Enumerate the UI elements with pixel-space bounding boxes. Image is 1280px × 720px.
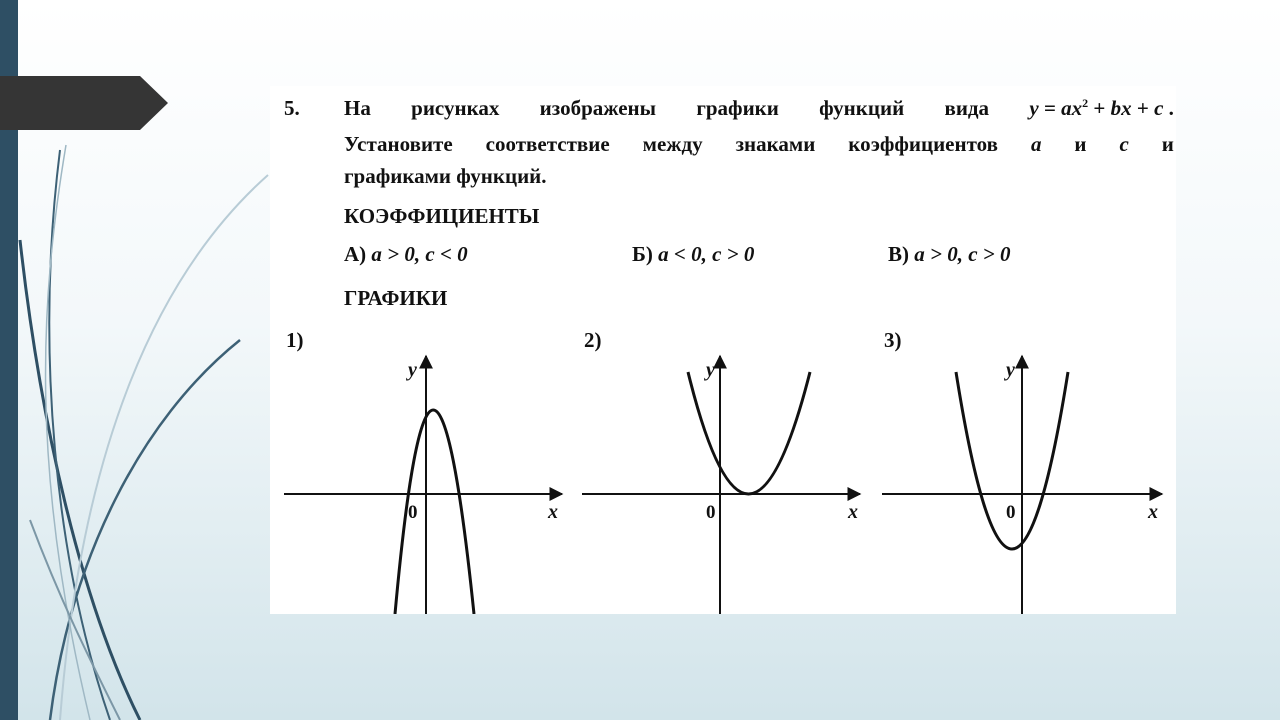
- word: рисунках: [411, 96, 500, 120]
- graphs-area: [270, 86, 1176, 614]
- origin-label: 0: [408, 502, 418, 523]
- formula-b: b: [1110, 96, 1122, 120]
- option-letter: А): [344, 242, 367, 266]
- word: и: [1161, 132, 1174, 156]
- word: a: [1030, 132, 1042, 156]
- formula-x: x: [1121, 96, 1132, 120]
- graphs-heading: ГРАФИКИ: [344, 286, 448, 310]
- x-axis-label: x: [548, 501, 558, 523]
- word: знаками: [735, 132, 816, 156]
- graph-label-3: 3): [884, 328, 902, 352]
- formula-x: x: [1071, 96, 1083, 120]
- word: c: [1119, 132, 1129, 156]
- parabola-curve: [395, 410, 474, 614]
- x-axis-label: x: [1148, 501, 1158, 523]
- word: Установите: [344, 132, 453, 156]
- formula-plus: +: [1088, 96, 1111, 120]
- coefficients-heading: КОЭФФИЦИЕНТЫ: [344, 204, 540, 228]
- formula-exponent: 2: [1082, 96, 1089, 110]
- graph-3: [882, 356, 1162, 614]
- option-condition: a < 0, c > 0: [658, 242, 755, 266]
- origin-label: 0: [1006, 502, 1016, 523]
- graph-label-2: 2): [584, 328, 602, 352]
- y-axis-label: y: [1006, 359, 1015, 381]
- option-condition: a > 0, c > 0: [914, 242, 1011, 266]
- problem-line-3: графиками функций.: [344, 164, 547, 188]
- y-axis-label: y: [408, 359, 417, 381]
- word: и: [1074, 132, 1087, 156]
- option-letter: В): [888, 242, 909, 266]
- graph-2: [582, 356, 860, 614]
- word: На: [344, 96, 371, 120]
- graph-1: [284, 356, 562, 614]
- title-tab: [0, 76, 170, 130]
- formula-a: a: [1061, 96, 1072, 120]
- y-axis-label: y: [706, 359, 715, 381]
- option-letter: Б): [632, 242, 653, 266]
- word: графики: [696, 96, 779, 120]
- formula-c: c: [1154, 96, 1164, 120]
- word: изображены: [539, 96, 657, 120]
- formula-eq: =: [1038, 96, 1062, 120]
- formula-plus: +: [1131, 96, 1155, 120]
- parabola-curve: [688, 372, 810, 494]
- x-axis-label: x: [848, 501, 858, 523]
- word: между: [642, 132, 703, 156]
- formula-y: y: [1029, 96, 1039, 120]
- option-condition: a > 0, c < 0: [371, 242, 468, 266]
- word: функций: [819, 96, 905, 120]
- formula-dot: .: [1163, 96, 1174, 120]
- graph-label-1: 1): [286, 328, 304, 352]
- word: коэффициентов: [848, 132, 998, 156]
- word: вида: [944, 96, 990, 120]
- word: соответствие: [485, 132, 610, 156]
- problem-number: 5.: [284, 96, 300, 120]
- problem-card: [270, 86, 1176, 614]
- origin-label: 0: [706, 502, 716, 523]
